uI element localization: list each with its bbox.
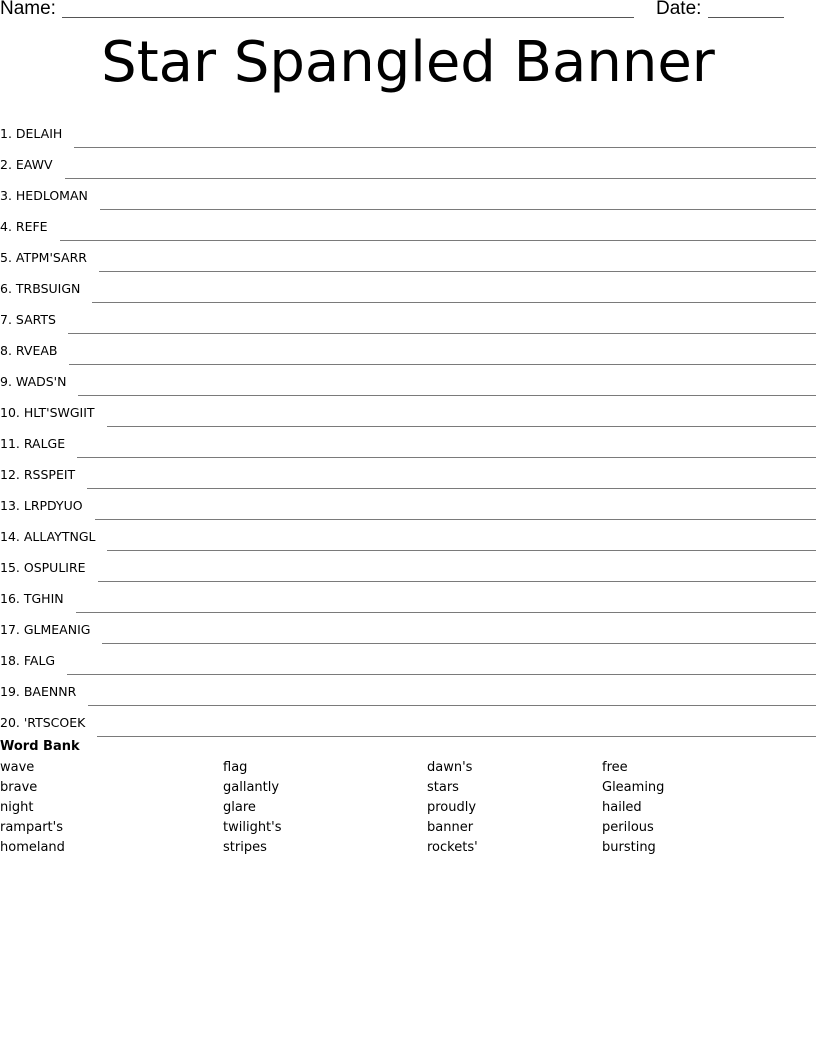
scrambled-word: 4. REFE — [0, 219, 48, 234]
answer-line[interactable] — [95, 518, 816, 520]
puzzle-row — [0, 112, 816, 143]
word-bank-item: Gleaming — [602, 780, 665, 795]
answer-line[interactable] — [87, 487, 816, 489]
answer-line[interactable] — [76, 611, 816, 613]
word-bank-item: night — [0, 800, 34, 815]
answer-line[interactable] — [78, 394, 816, 396]
word-bank-item: gallantly — [223, 780, 280, 795]
answer-line[interactable] — [102, 642, 816, 644]
word-bank-item: brave — [0, 780, 38, 795]
answer-line[interactable] — [74, 146, 816, 148]
scrambled-word: 17. GLMEANIG — [0, 622, 91, 637]
scrambled-word: 12. RSSPEIT — [0, 467, 76, 482]
word-bank-item: free — [602, 760, 628, 775]
word-bank-item: glare — [223, 800, 256, 815]
header — [0, 0, 816, 22]
word-bank-item: proudly — [427, 800, 477, 815]
word-bank-item: banner — [427, 820, 474, 835]
scrambled-word: 1. DELAIH — [0, 126, 63, 141]
word-bank — [0, 759, 816, 869]
word-bank-item: stripes — [223, 840, 267, 855]
name-label: Name: — [0, 0, 56, 19]
answer-line[interactable] — [92, 301, 816, 303]
scrambled-word: 7. SARTS — [0, 312, 56, 327]
scrambled-word: 15. OSPULIRE — [0, 560, 86, 575]
scrambled-word: 3. HEDLOMAN — [0, 188, 88, 203]
scrambled-word: 11. RALGE — [0, 436, 66, 451]
answer-line[interactable] — [107, 425, 816, 427]
scrambled-word: 10. HLT'SWGIIT — [0, 405, 95, 420]
word-bank-item: dawn's — [427, 760, 473, 775]
word-bank-item: stars — [427, 780, 459, 795]
word-bank-column — [0, 759, 65, 859]
answer-line[interactable] — [77, 456, 816, 458]
scrambled-word: 8. RVEAB — [0, 343, 58, 358]
word-bank-item: perilous — [602, 820, 654, 835]
scrambled-word: 13. LRPDYUO — [0, 498, 83, 513]
puzzle-list — [0, 112, 816, 732]
date-field-line[interactable] — [708, 17, 784, 18]
scrambled-word: 9. WADS'N — [0, 374, 67, 389]
scrambled-word: 2. EAWV — [0, 157, 53, 172]
scrambled-word: 14. ALLAYTNGL — [0, 529, 96, 544]
scrambled-word: 6. TRBSUIGN — [0, 281, 81, 296]
word-bank-column — [427, 759, 478, 859]
answer-line[interactable] — [99, 270, 816, 272]
scrambled-word: 20. 'RTSCOEK — [0, 715, 86, 730]
answer-line[interactable] — [68, 332, 816, 334]
answer-line[interactable] — [100, 208, 816, 210]
page-title: Star Spangled Banner — [101, 30, 715, 95]
scrambled-word: 5. ATPM'SARR — [0, 250, 87, 265]
word-bank-column — [223, 759, 282, 859]
word-bank-item: flag — [223, 760, 248, 775]
word-bank-column — [602, 759, 664, 859]
word-bank-item: bursting — [602, 840, 656, 855]
word-bank-item: rampart's — [0, 820, 63, 835]
answer-line[interactable] — [69, 363, 816, 365]
answer-line[interactable] — [67, 673, 816, 675]
answer-line[interactable] — [107, 549, 816, 551]
answer-line[interactable] — [98, 580, 816, 582]
word-bank-item: wave — [0, 760, 35, 775]
scrambled-word: 18. FALG — [0, 653, 56, 668]
date-label: Date: — [656, 0, 702, 19]
word-bank-title: Word Bank — [0, 739, 80, 754]
answer-line[interactable] — [60, 239, 816, 241]
word-bank-item: hailed — [602, 800, 642, 815]
scrambled-word: 16. TGHIN — [0, 591, 64, 606]
answer-line[interactable] — [88, 704, 816, 706]
answer-line[interactable] — [65, 177, 816, 179]
answer-line[interactable] — [97, 735, 816, 737]
word-bank-item: twilight's — [223, 820, 282, 835]
word-bank-item: homeland — [0, 840, 65, 855]
name-field-line[interactable] — [62, 17, 634, 18]
scrambled-word: 19. BAENNR — [0, 684, 77, 699]
word-bank-item: rockets' — [427, 840, 478, 855]
